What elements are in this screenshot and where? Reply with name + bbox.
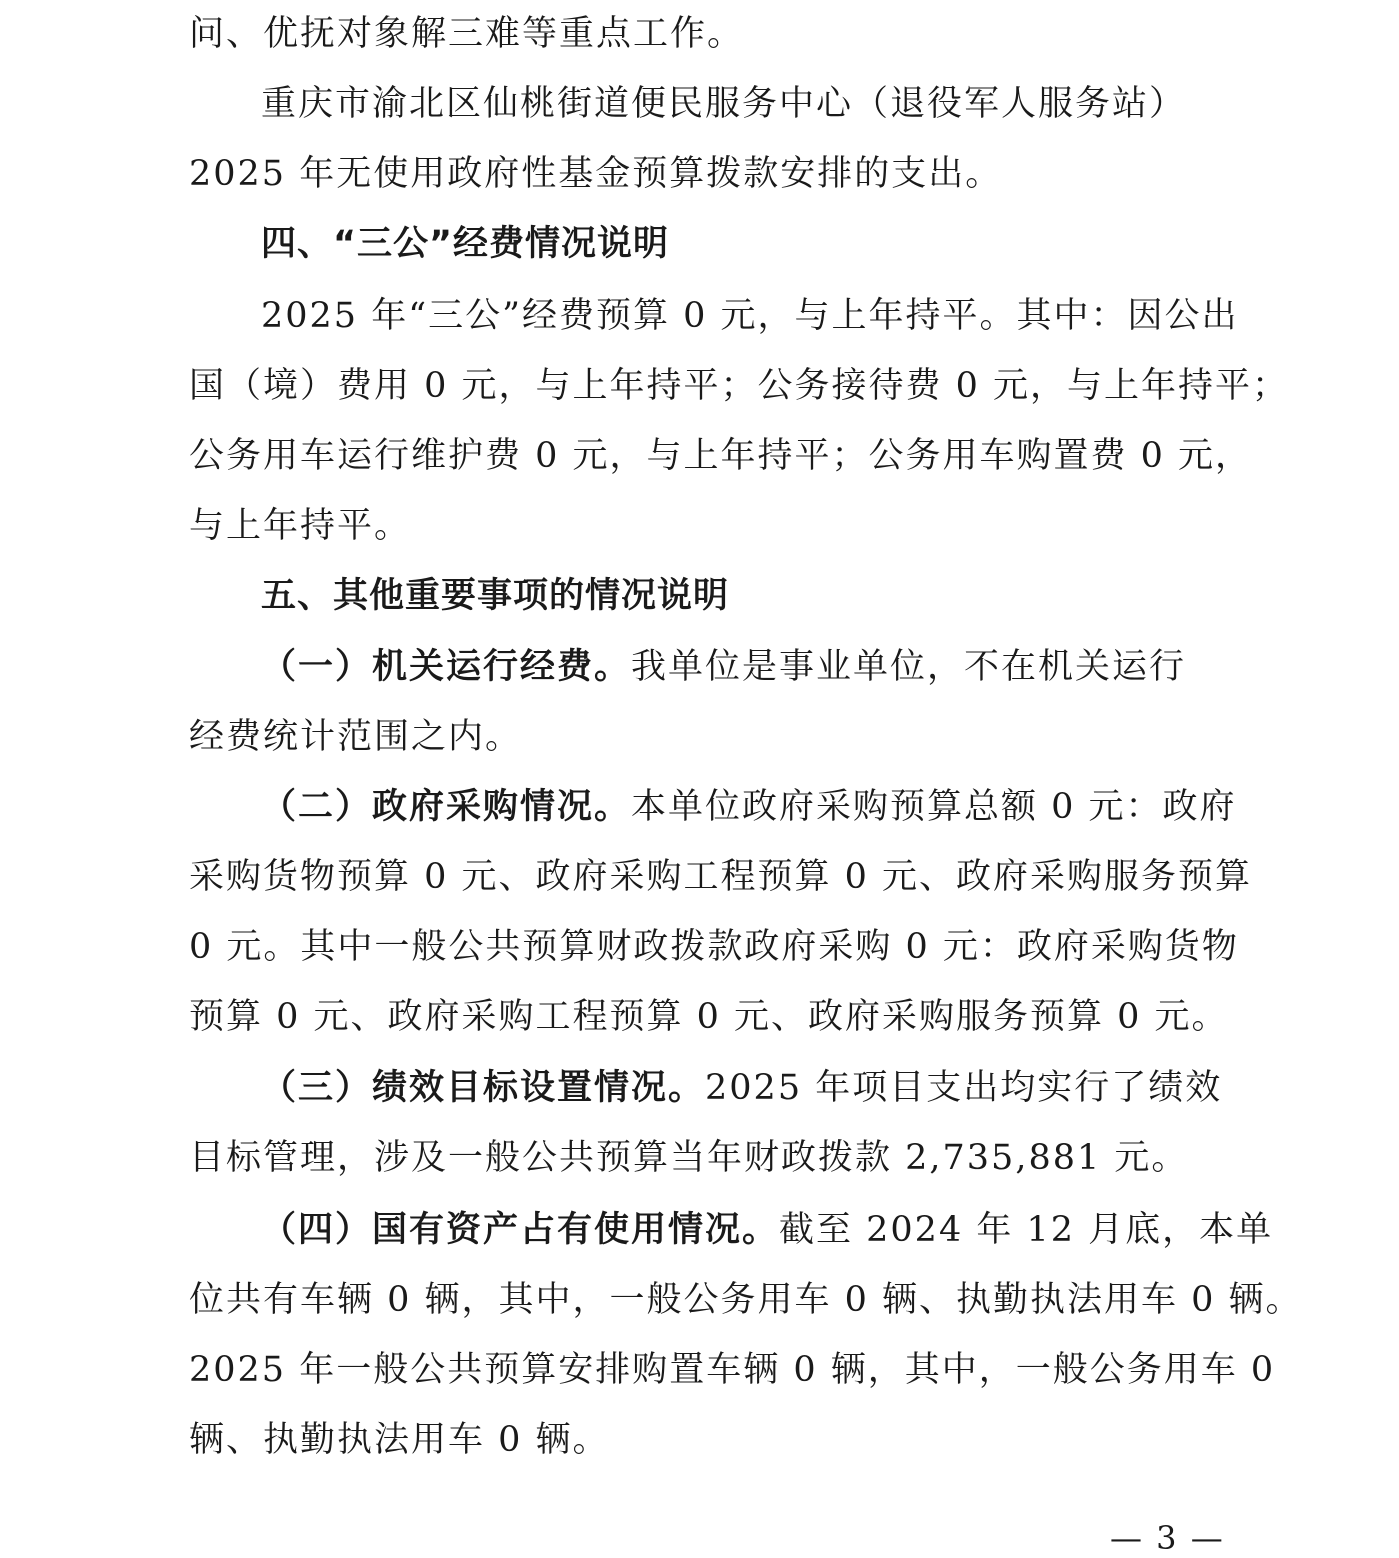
paragraph-line: 位共有车辆 0 辆，其中，一般公务用车 0 辆、执勤执法用车 0 辆。: [189, 1280, 1303, 1320]
paragraph-line: 采购货物预算 0 元、政府采购工程预算 0 元、政府采购服务预算: [189, 857, 1253, 897]
subheading-operating-expenses: （一）机关运行经费。: [261, 646, 632, 687]
subheading-performance: （三）绩效目标设置情况。: [261, 1067, 706, 1108]
paragraph-line: 2025 年无使用政府性基金预算拨款安排的支出。: [189, 154, 1003, 194]
paragraph-line: 0 元。其中一般公共预算财政拨款政府采购 0 元：政府采购货物: [189, 927, 1239, 967]
paragraph-line: [261, 643, 1186, 691]
paragraph-line: 辆、执勤执法用车 0 辆。: [189, 1420, 610, 1460]
paragraph-text: 我单位是事业单位，不在机关运行: [631, 647, 1187, 687]
paragraph-line: 公务用车运行维护费 0 元，与上年持平；公务用车购置费 0 元，: [189, 436, 1253, 476]
paragraph-text: 截至 2024 年 12 月底，本单: [779, 1210, 1274, 1250]
page-number: — 3 —: [1110, 1519, 1225, 1557]
paragraph-line: [261, 1064, 1222, 1112]
paragraph-line: 经费统计范围之内。: [189, 717, 523, 757]
paragraph-line: 目标管理，涉及一般公共预算当年财政拨款 2,735,881 元。: [189, 1138, 1189, 1178]
section-heading-five: 五、其他重要事项的情况说明: [261, 576, 730, 616]
paragraph-text: 2025 年项目支出均实行了绩效: [705, 1068, 1223, 1108]
paragraph-line: [261, 783, 1237, 831]
paragraph-line: 重庆市渝北区仙桃街道便民服务中心（退役军人服务站）: [261, 84, 1187, 124]
paragraph-line: 预算 0 元、政府采购工程预算 0 元、政府采购服务预算 0 元。: [189, 997, 1229, 1037]
subheading-assets: （四）国有资产占有使用情况。: [261, 1209, 780, 1250]
section-heading-four: 四、“三公”经费情况说明: [261, 224, 670, 264]
paragraph-text: 本单位政府采购预算总额 0 元：政府: [631, 787, 1237, 827]
subheading-procurement: （二）政府采购情况。: [261, 786, 632, 827]
paragraph-line: [261, 1206, 1273, 1254]
paragraph-line: 2025 年一般公共预算安排购置车辆 0 辆，其中，一般公务用车 0: [189, 1350, 1276, 1390]
paragraph-line: 与上年持平。: [189, 506, 412, 546]
paragraph-line: 2025 年“三公”经费预算 0 元，与上年持平。其中：因公出: [261, 296, 1239, 336]
paragraph-line: 国（境）费用 0 元，与上年持平；公务接待费 0 元，与上年持平；: [189, 366, 1290, 406]
paragraph-line: 问、优抚对象解三难等重点工作。: [189, 14, 745, 54]
